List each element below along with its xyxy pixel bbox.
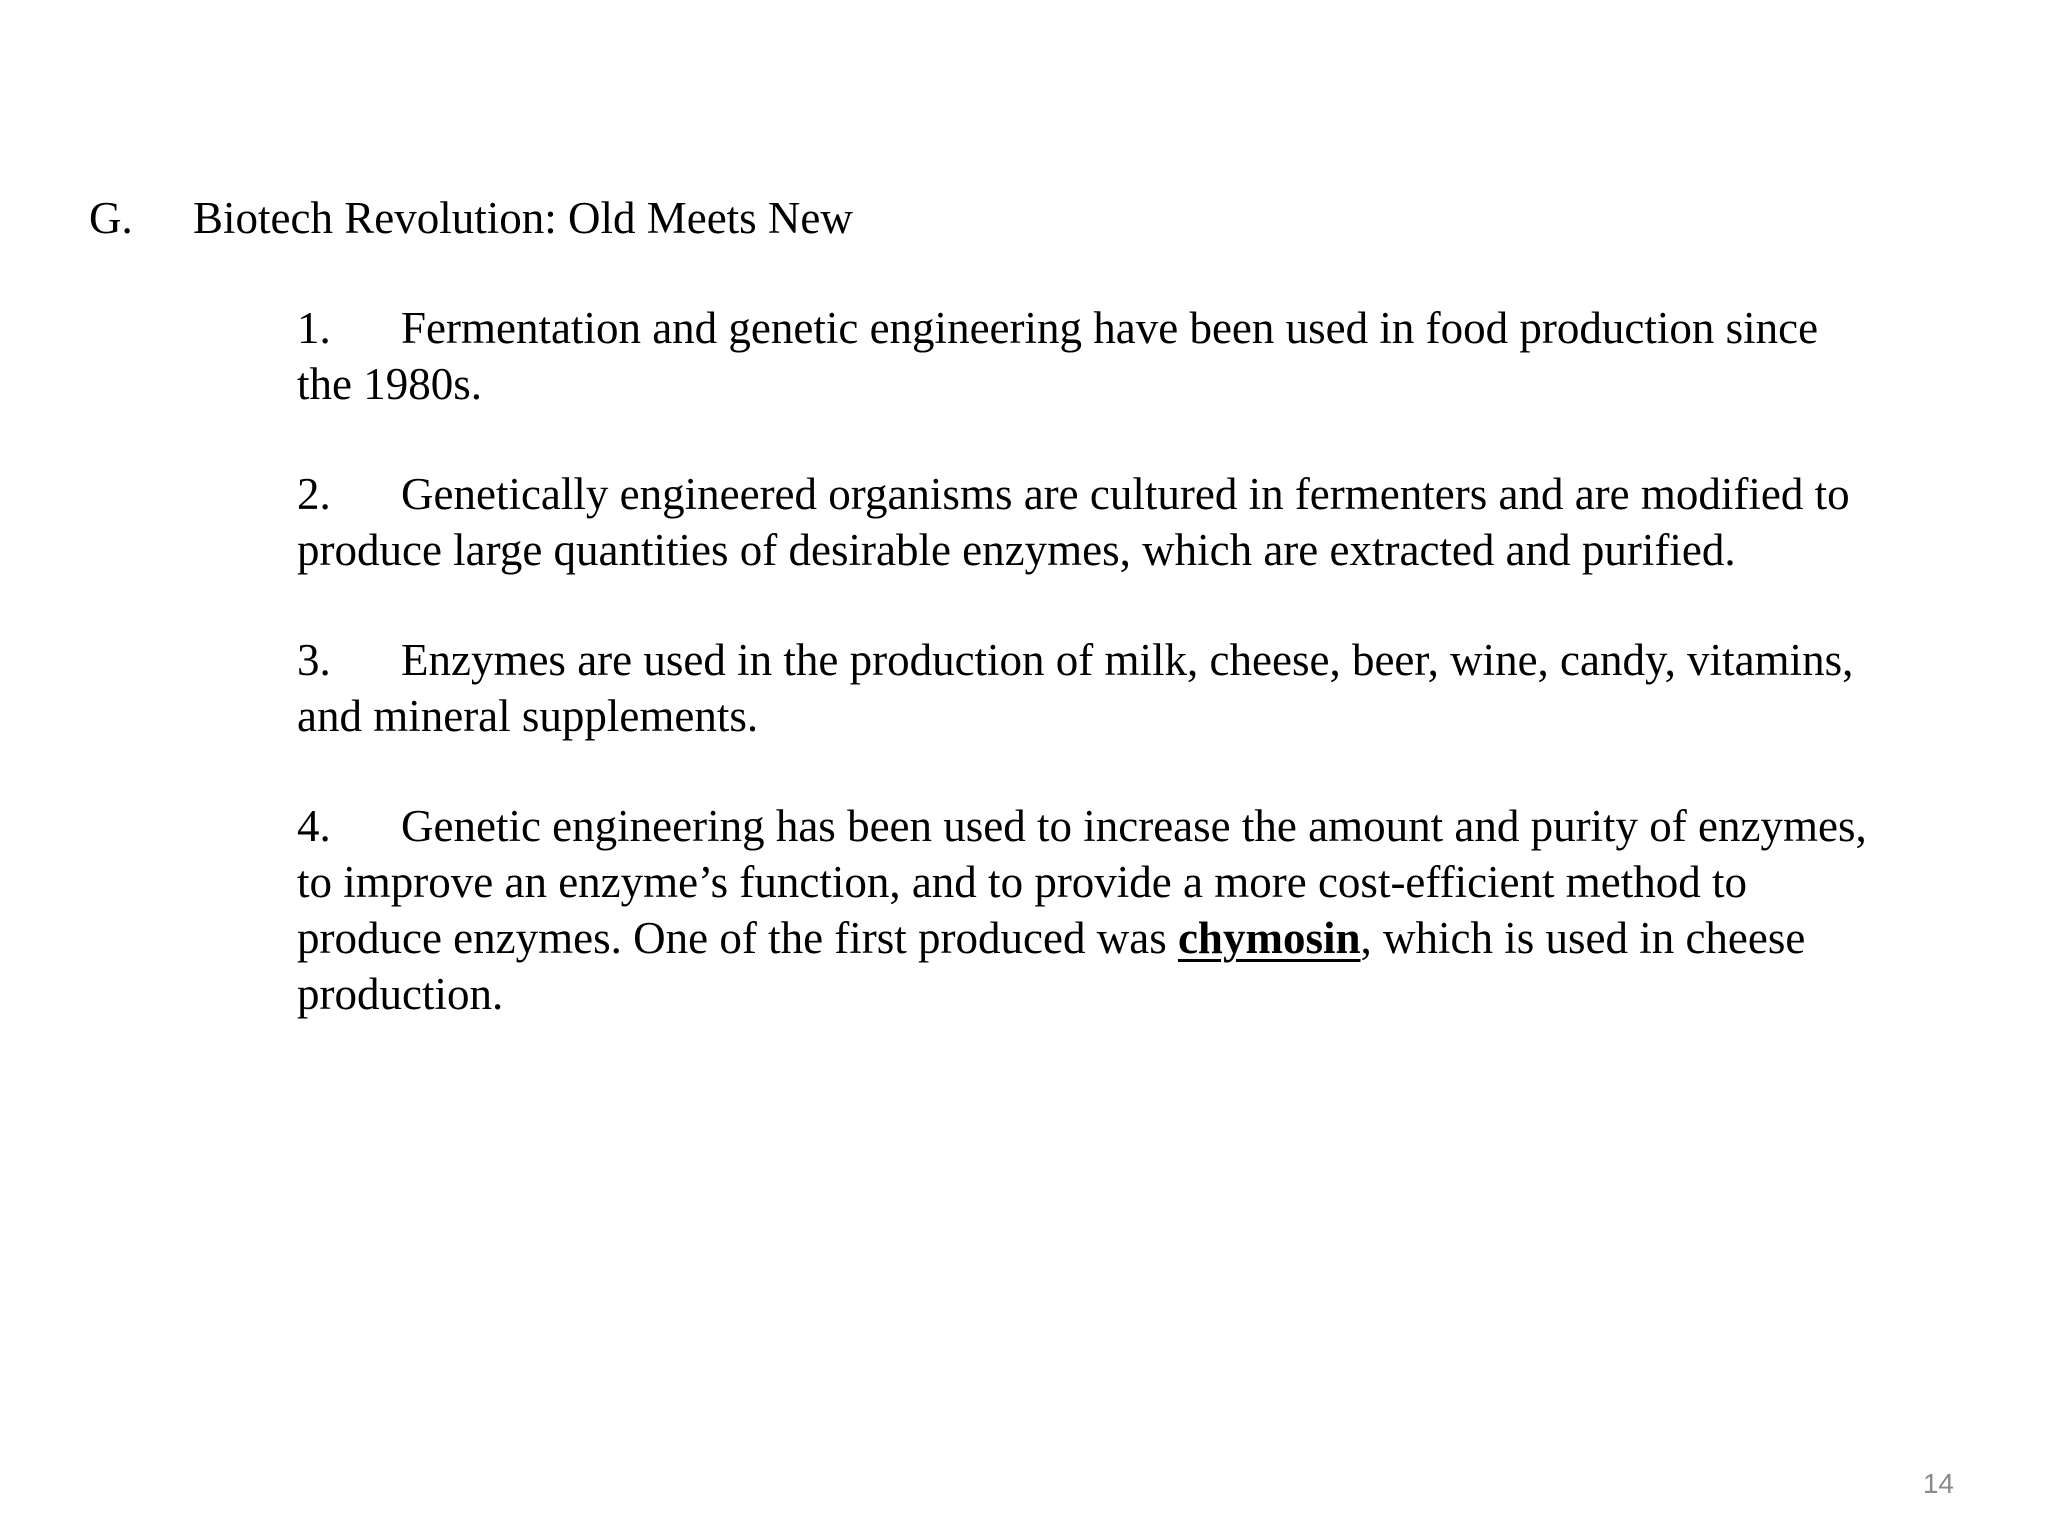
item-list [297,300,1877,1076]
list-item-1 [297,300,1877,412]
page-number: 14 [1922,1468,1954,1499]
item-text-after: , which is used in cheese production. [297,913,1806,1019]
key-term-chymosin: chymosin [1177,913,1361,963]
list-item-2 [297,466,1877,578]
item-number: 3. [297,635,331,685]
list-item-3 [297,632,1877,744]
item-text-before: Genetic engineering has been used to increase the amount and purity of enzymes, to improve an enzyme’s function, and to provide a more cost-efficient method to produce enzymes. One of the first produced was [297,801,1867,963]
section-heading [89,190,853,246]
list-item-4 [297,798,1877,1022]
item-number: 2. [297,469,331,519]
item-text: Genetically engineered organisms are cultured in fermenters and are modified to produce large quantities of desirable enzymes, which are extracted and purified. [297,469,1850,575]
item-text: Enzymes are used in the production of milk, cheese, beer, wine, candy, vitamins, and mineral supplements. [297,635,1854,741]
item-text: Fermentation and genetic engineering have been used in food production since the 1980s. [297,303,1819,409]
section-title: Biotech Revolution: Old Meets New [193,193,853,243]
section-letter: G. [89,193,133,243]
item-number: 4. [297,801,331,851]
item-number: 1. [297,303,331,353]
